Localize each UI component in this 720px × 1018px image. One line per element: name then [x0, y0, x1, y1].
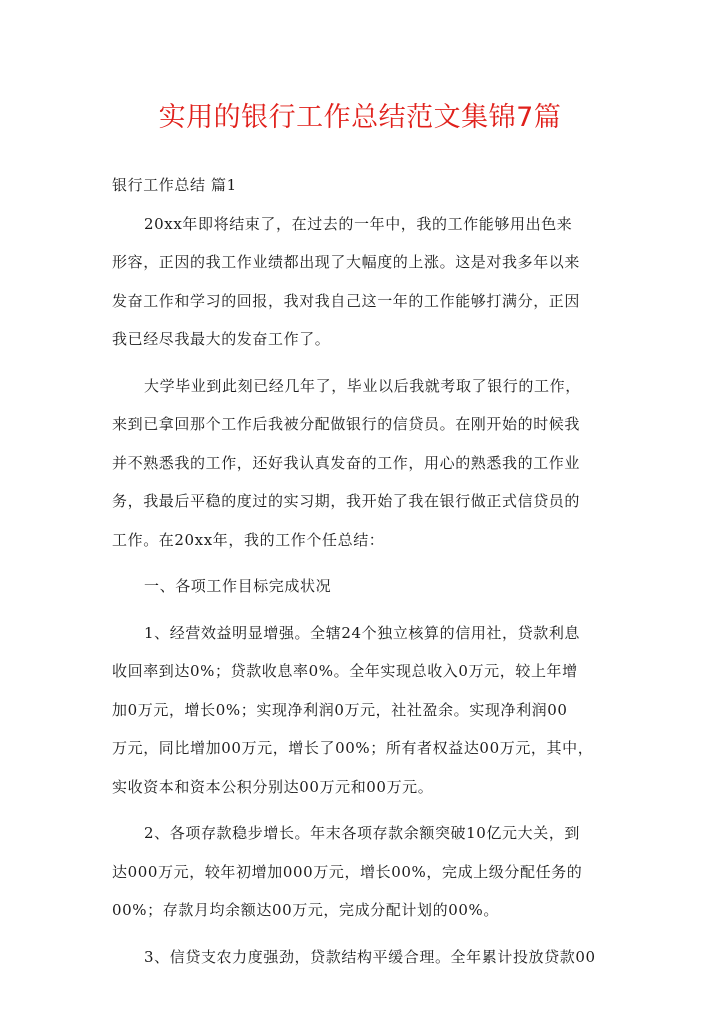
subsection-heading-text: 一、各项工作目标完成状况 [144, 577, 332, 595]
paragraph-line: 大学毕业到此刻已经几年了，毕业以后我就考取了银行的工作， [144, 376, 581, 395]
paragraph-line: 务，我最后平稳的度过的实习期，我开始了我在银行做正式信贷员的 [112, 492, 581, 510]
paragraph-line: 并不熟悉我的工作，还好我认真发奋的工作，用心的熟悉我的工作业 [112, 453, 581, 472]
subsection-heading [112, 567, 612, 606]
paragraph-line: 20xx年即将结束了，在过去的一年中，我的工作能够用出色来 [144, 214, 573, 233]
paragraph-line: 万元，同比增加00万元，增长了00%；所有者权益达00万元，其中， [112, 739, 594, 757]
paragraph-line: 1、经营效益明显增强。全辖24个独立核算的信用社，贷款利息 [144, 623, 581, 642]
paragraph-line: 形容，正因的我工作业绩都出现了大幅度的上涨。这是对我多年以来 [112, 253, 581, 271]
document-title: 实用的银行工作总结范文集锦7篇 [158, 102, 562, 133]
document-body [112, 166, 612, 976]
paragraph-5 [112, 938, 612, 977]
paragraph-line: 收回率到达0%；贷款收息率0%。全年实现总收入0万元，较上年增 [112, 662, 578, 680]
paragraph-line: 达000万元，较年初增加000万元，增长00%，完成上级分配任务的 [112, 862, 583, 881]
section-heading: 银行工作总结 篇1 [112, 176, 237, 194]
paragraph-line: 3、信贷支农力度强劲，贷款结构平缓合理。全年累计投放贷款00 [144, 947, 596, 966]
paragraph-3 [112, 614, 612, 807]
paragraph-line: 工作。在20xx年，我的工作个任总结： [112, 530, 385, 549]
paragraph-line: 加0万元，增长0%；实现净利润0万元，社社盈余。实现净利润00 [112, 700, 568, 719]
paragraph-line: 2、各项存款稳步增长。年末各项存款余额突破10亿元大关，到 [144, 824, 581, 842]
paragraph-line: 来到已拿回那个工作后我被分配做银行的信贷员。在刚开始的时候我 [112, 415, 581, 433]
paragraph-2 [112, 367, 612, 560]
paragraph-line: 实收资本和资本公积分别达00万元和00万元。 [112, 777, 434, 796]
paragraph-1 [112, 205, 612, 359]
paragraph-line: 00%；存款月均余额达00万元，完成分配计划的00%。 [112, 901, 499, 919]
paragraph-4 [112, 814, 612, 930]
paragraph-line: 发奋工作和学习的回报，我对我自己这一年的工作能够打满分，正因 [112, 291, 581, 310]
paragraph-line: 我已经尽我最大的发奋工作了。 [112, 330, 331, 348]
